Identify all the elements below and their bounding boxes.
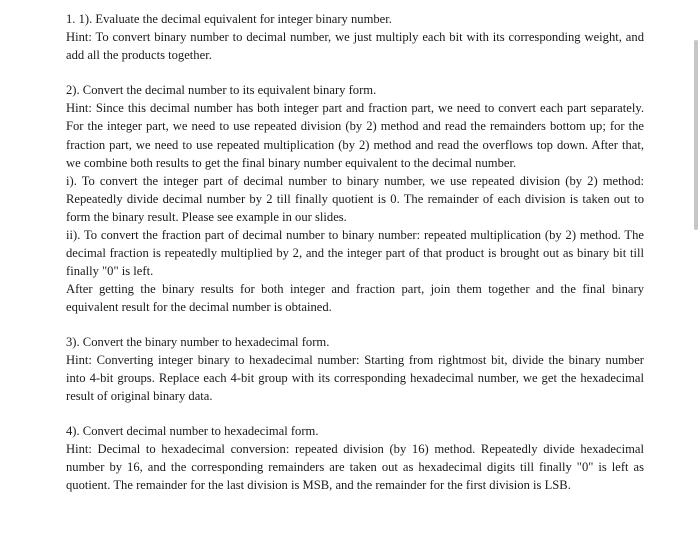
section-2-combine-note: After getting the binary results for both integer and fraction part, join them together and the final binary equivalent result for the decimal number is obtained. [66, 282, 644, 315]
section-2-fraction-method: ii). To convert the fraction part of decimal number to binary number: repeated multiplication (by 2) method. The decimal fraction is repeatedly multiplied by 2, and the integer part of that product is brought out as binary bit till finally "0" is left. [66, 228, 644, 279]
section-1 [66, 10, 644, 64]
section-2-heading: 2). Convert the decimal number to its equivalent binary form. [66, 83, 377, 98]
document-body [66, 10, 644, 494]
section-3-heading: 3). Convert the binary number to hexadecimal form. [66, 334, 330, 349]
section-4-hint: Hint: Decimal to hexadecimal conversion: repeated division (by 16) method. Repeatedly divide hexadecimal number by 16, and the corresponding remainders are taken out as hexadecimal digits till finally "0" is left as quotient. The remainder for the last division is MSB, and the remainder for the first division is LSB. [66, 441, 644, 493]
vertical-scrollbar[interactable] [694, 40, 698, 230]
section-1-heading: 1. 1). Evaluate the decimal equivalent for integer binary number. [66, 12, 392, 26]
section-3-hint: Hint: Converting integer binary to hexadecimal number: Starting from rightmost bit, divide the binary number into 4-bit groups. Replace each 4-bit group with its corresponding hexadecimal number, we get the hexadecimal result of original binary data. [66, 352, 644, 403]
section-2-integer-method: i). To convert the integer part of decimal number to binary number, we use repeated division (by 2) method: Repeatedly divide decimal number by 2 till finally quotient is 0. The remainder of each division is taken out to form the binary result. Please see example in our slides. [66, 173, 644, 224]
section-4-heading: 4). Convert decimal number to hexadecimal form. [66, 423, 319, 438]
section-2 [66, 81, 644, 316]
section-3 [66, 333, 644, 405]
section-2-hint: Hint: Since this decimal number has both integer part and fraction part, we need to convert each part separately. For the integer part, we need to use repeated division (by 2) method and read the remainders bottom up; for the fraction part, we need to use repeated multiplication (by 2) method and read the overflows top down. After that, we combine both results to get the final binary number equivalent to the decimal number. [66, 101, 644, 170]
section-1-hint: Hint: To convert binary number to decimal number, we just multiply each bit with its corresponding weight, and add all the products together. [66, 30, 644, 63]
section-4 [66, 422, 644, 494]
